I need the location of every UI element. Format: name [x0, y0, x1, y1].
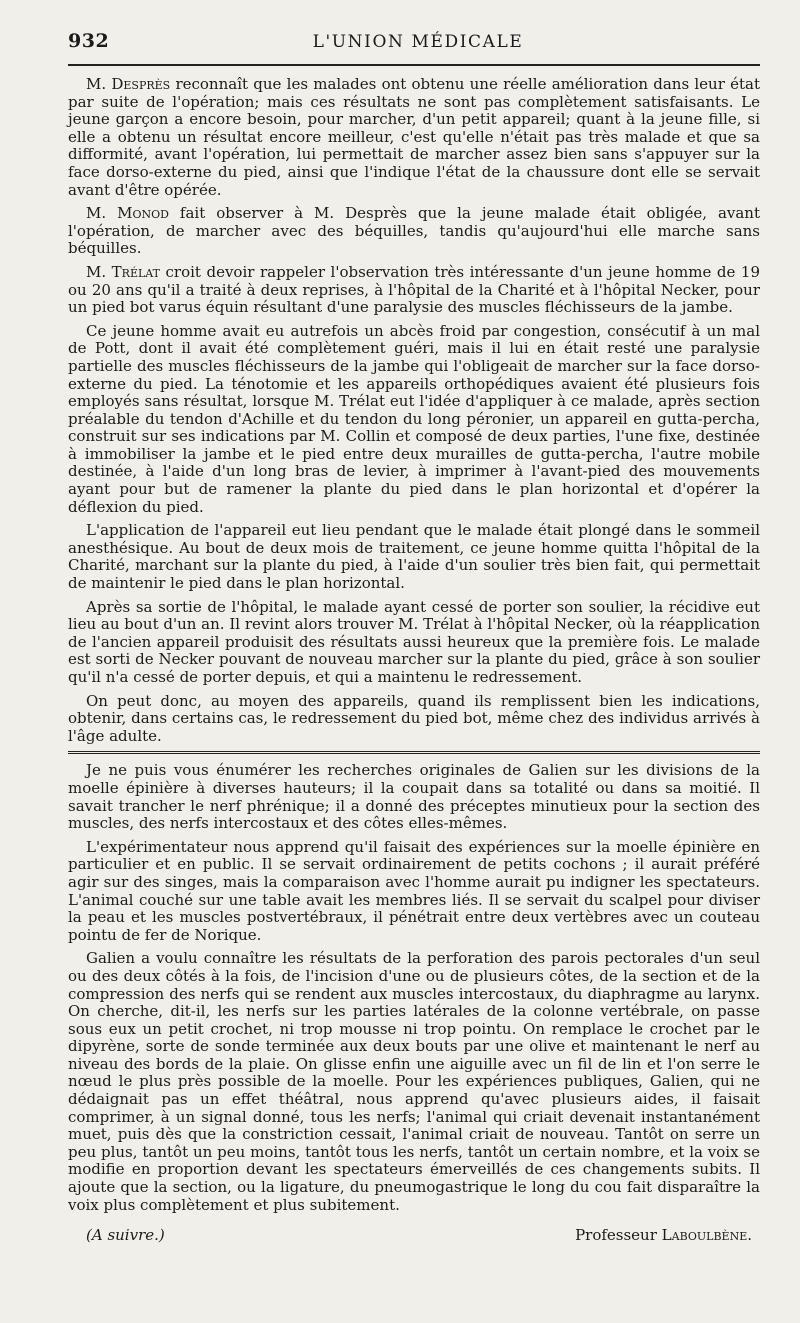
- paragraph: Je ne puis vous énumérer les recherches originales de Galien sur les divisions de la moelle épinière à diverses hauteurs; il la coupait dans sa totalité ou dans sa moitié. Il savait trancher le nerf phrénique; il a donné des préceptes minutieux pour la section des muscles, des nerfs intercostaux et des côtes elles-mêmes.: [68, 761, 760, 833]
- author-signature: [575, 1226, 752, 1244]
- galien-article-section: [68, 762, 760, 1214]
- paragraph: [68, 264, 760, 317]
- paragraph-text: On peut donc, au moyen des appareils, quand ils remplissent bien les indications, obtenir, dans certains cas, le redressement du pied bot, même chez des individus arrivés à l'âge adulte.: [68, 691, 760, 745]
- page-number: 932: [68, 30, 110, 52]
- paragraph: [68, 205, 760, 258]
- paragraph-text: croit devoir rappeler l'observation très intéressante d'un jeune homme de 19 ou 20 ans qu'il a traité à deux reprises, à l'hôpital de la Charité et à l'hôpital Necker, pour un pied bot varus équin résultant d'une paralysie des muscles fléchisseurs de la jambe.: [68, 262, 760, 317]
- paragraph: L'expérimentateur nous apprend qu'il faisait des expériences sur la moelle épinière en particulier et en public. Il se servait ordinairement de petits cochons ; il aurait préféré agir sur des singes, mais la comparaison avec l'homme aurait pu indigner les spectateurs. L'animal couché sur une table avait les membres liés. Il se servait du scalpel pour diviser la peau et les muscles postvertébraux, il pénétrait entre deux vertèbres avec un couteau pointu de fer de Norique.: [68, 837, 760, 944]
- author-name: Laboulbène.: [661, 1226, 752, 1245]
- speaker-name: M. Monod: [86, 204, 169, 223]
- article-footer: [68, 1226, 760, 1244]
- paragraph: [68, 323, 760, 517]
- paragraph: [68, 693, 760, 746]
- paragraph: Galien a voulu connaître les résultats de la perforation des parois pectorales d'un seul ou des deux côtés à la fois, de l'incision d'une ou de plusieurs côtes, de la section et de la compression des nerfs qui se rendent aux muscles intercostaux, du diaphragme au larynx. On cherche, dit-il, les nerfs sur les parties latérales de la colonne vertébrale, on passe sous eux un petit crochet, ni trop mousse ni trop pointu. On remplace le crochet par le dipyrène, sorte de sonde terminée aux deux bouts par une olive et maintenant le nerf au niveau des bords de la plaie. On glisse enfin une aiguille avec un fil de lin et l'on serre le nœud le plus près possible de la moelle. Pour les expériences publiques, Galien, qui ne dédaignait pas un effet théâtral, nous apprend qu'avec plusieurs aides, il faisait comprimer, à un signal donné, tous les nerfs; l'animal qui criait devenait instantanément muet, puis dès que la constriction cessait, l'animal criait de nouveau. Tantôt on serre un peu plus, tantôt un peu moins, tantôt tous les nerfs, tantôt un certain nombre, et la voix se modifie en proportion devant les spectateurs émerveillés de ces changements subits. Il ajoute que la section, ou la ligature, du pneumogastrique le long du cou fait disparaître la voix plus complètement et plus subitement.: [68, 949, 760, 1214]
- author-prefix: Professeur: [575, 1226, 657, 1245]
- paragraph: [68, 522, 760, 592]
- paragraph: [68, 599, 760, 687]
- running-title: L'UNION MÉDICALE: [312, 32, 524, 52]
- speaker-name: M. Trélat: [86, 262, 160, 281]
- paragraph-text: reconnaît que les malades ont obtenu une réelle amélioration dans leur état par suite de l'opération; mais ces résultats ne sont pas complètement satisfaisants. Le jeune garçon a encore besoin, pour marcher, d'un petit appareil; quant à la jeune fille, si elle a obtenu un résultat encore meilleur, c'est qu'elle n'était pas très malade et que sa difformité, avant l'opération, lui permettait de marcher assez bien sans s'appuyer sur la face dorso-externe du pied, ainsi que l'indique l'état de la chaussure dont elle se servait avant d'être opérée.: [68, 75, 760, 199]
- page-header: [68, 30, 760, 60]
- continued-note: (A suivre.): [86, 1226, 165, 1245]
- speaker-name: M. Desprès: [86, 75, 171, 93]
- paragraph-text: Après sa sortie de l'hôpital, le malade ayant cessé de porter son soulier, la récidive eut lieu au bout d'un an. Il revint alors trouver M. Trélat à l'hôpital Necker, où la réapplication de l'ancien appareil produisit des résultats aussi heureux que la première fois. Le malade est sorti de Necker pouvant de nouveau marcher sur la plante du pied, grâce à son soulier qu'il n'a cessé de porter depuis, et qui a maintenu le redressement.: [68, 597, 760, 686]
- paragraph-text: Ce jeune homme avait eu autrefois un abcès froid par congestion, consécutif à un mal de Pott, dont il avait été complètement guéri, mais il lui en était resté une paralysie partielle des muscles fléchisseurs de la jambe qui l'obligeait de marcher sur la face dorso-externe du pied. La ténotomie et les appareils orthopédiques avaient été plusieurs fois employés sans résultat, lorsque M. Trélat eut l'idée d'appliquer à ce malade, après section préalable du tendon d'Achille et du tendon du long péronier, un appareil en gutta-percha, construit sur ses indications par M. Collin et composé de deux parties, l'une fixe, destinée à immobiliser la jambe et le pied entre deux murailles de gutta-percha, l'autre mobile destinée, à l'aide d'un long bras de levier, à imprimer à l'avant-pied des mouvements ayant pour but de ramener la plante du pied dans le plan horizontal et d'opérer la déflexion du pied.: [68, 321, 760, 516]
- society-report-section: [68, 76, 760, 745]
- paragraph: [68, 76, 760, 199]
- paragraph-text: fait observer à M. Desprès que la jeune malade était obligée, avant l'opération, de marcher avec des béquilles, tandis qu'aujourd'hui elle marche sans béquilles.: [68, 204, 760, 258]
- header-rule: [68, 64, 760, 66]
- section-divider: [68, 751, 760, 754]
- paragraph-text: L'application de l'appareil eut lieu pendant que le malade était plongé dans le sommeil anesthésique. Au bout de deux mois de traitement, ce jeune homme quitta l'hôpital de la Charité, marchant sur la plante du pied, à l'aide d'un soulier très bien fait, qui permettait de maintenir le pied dans le plan horizontal.: [68, 521, 760, 593]
